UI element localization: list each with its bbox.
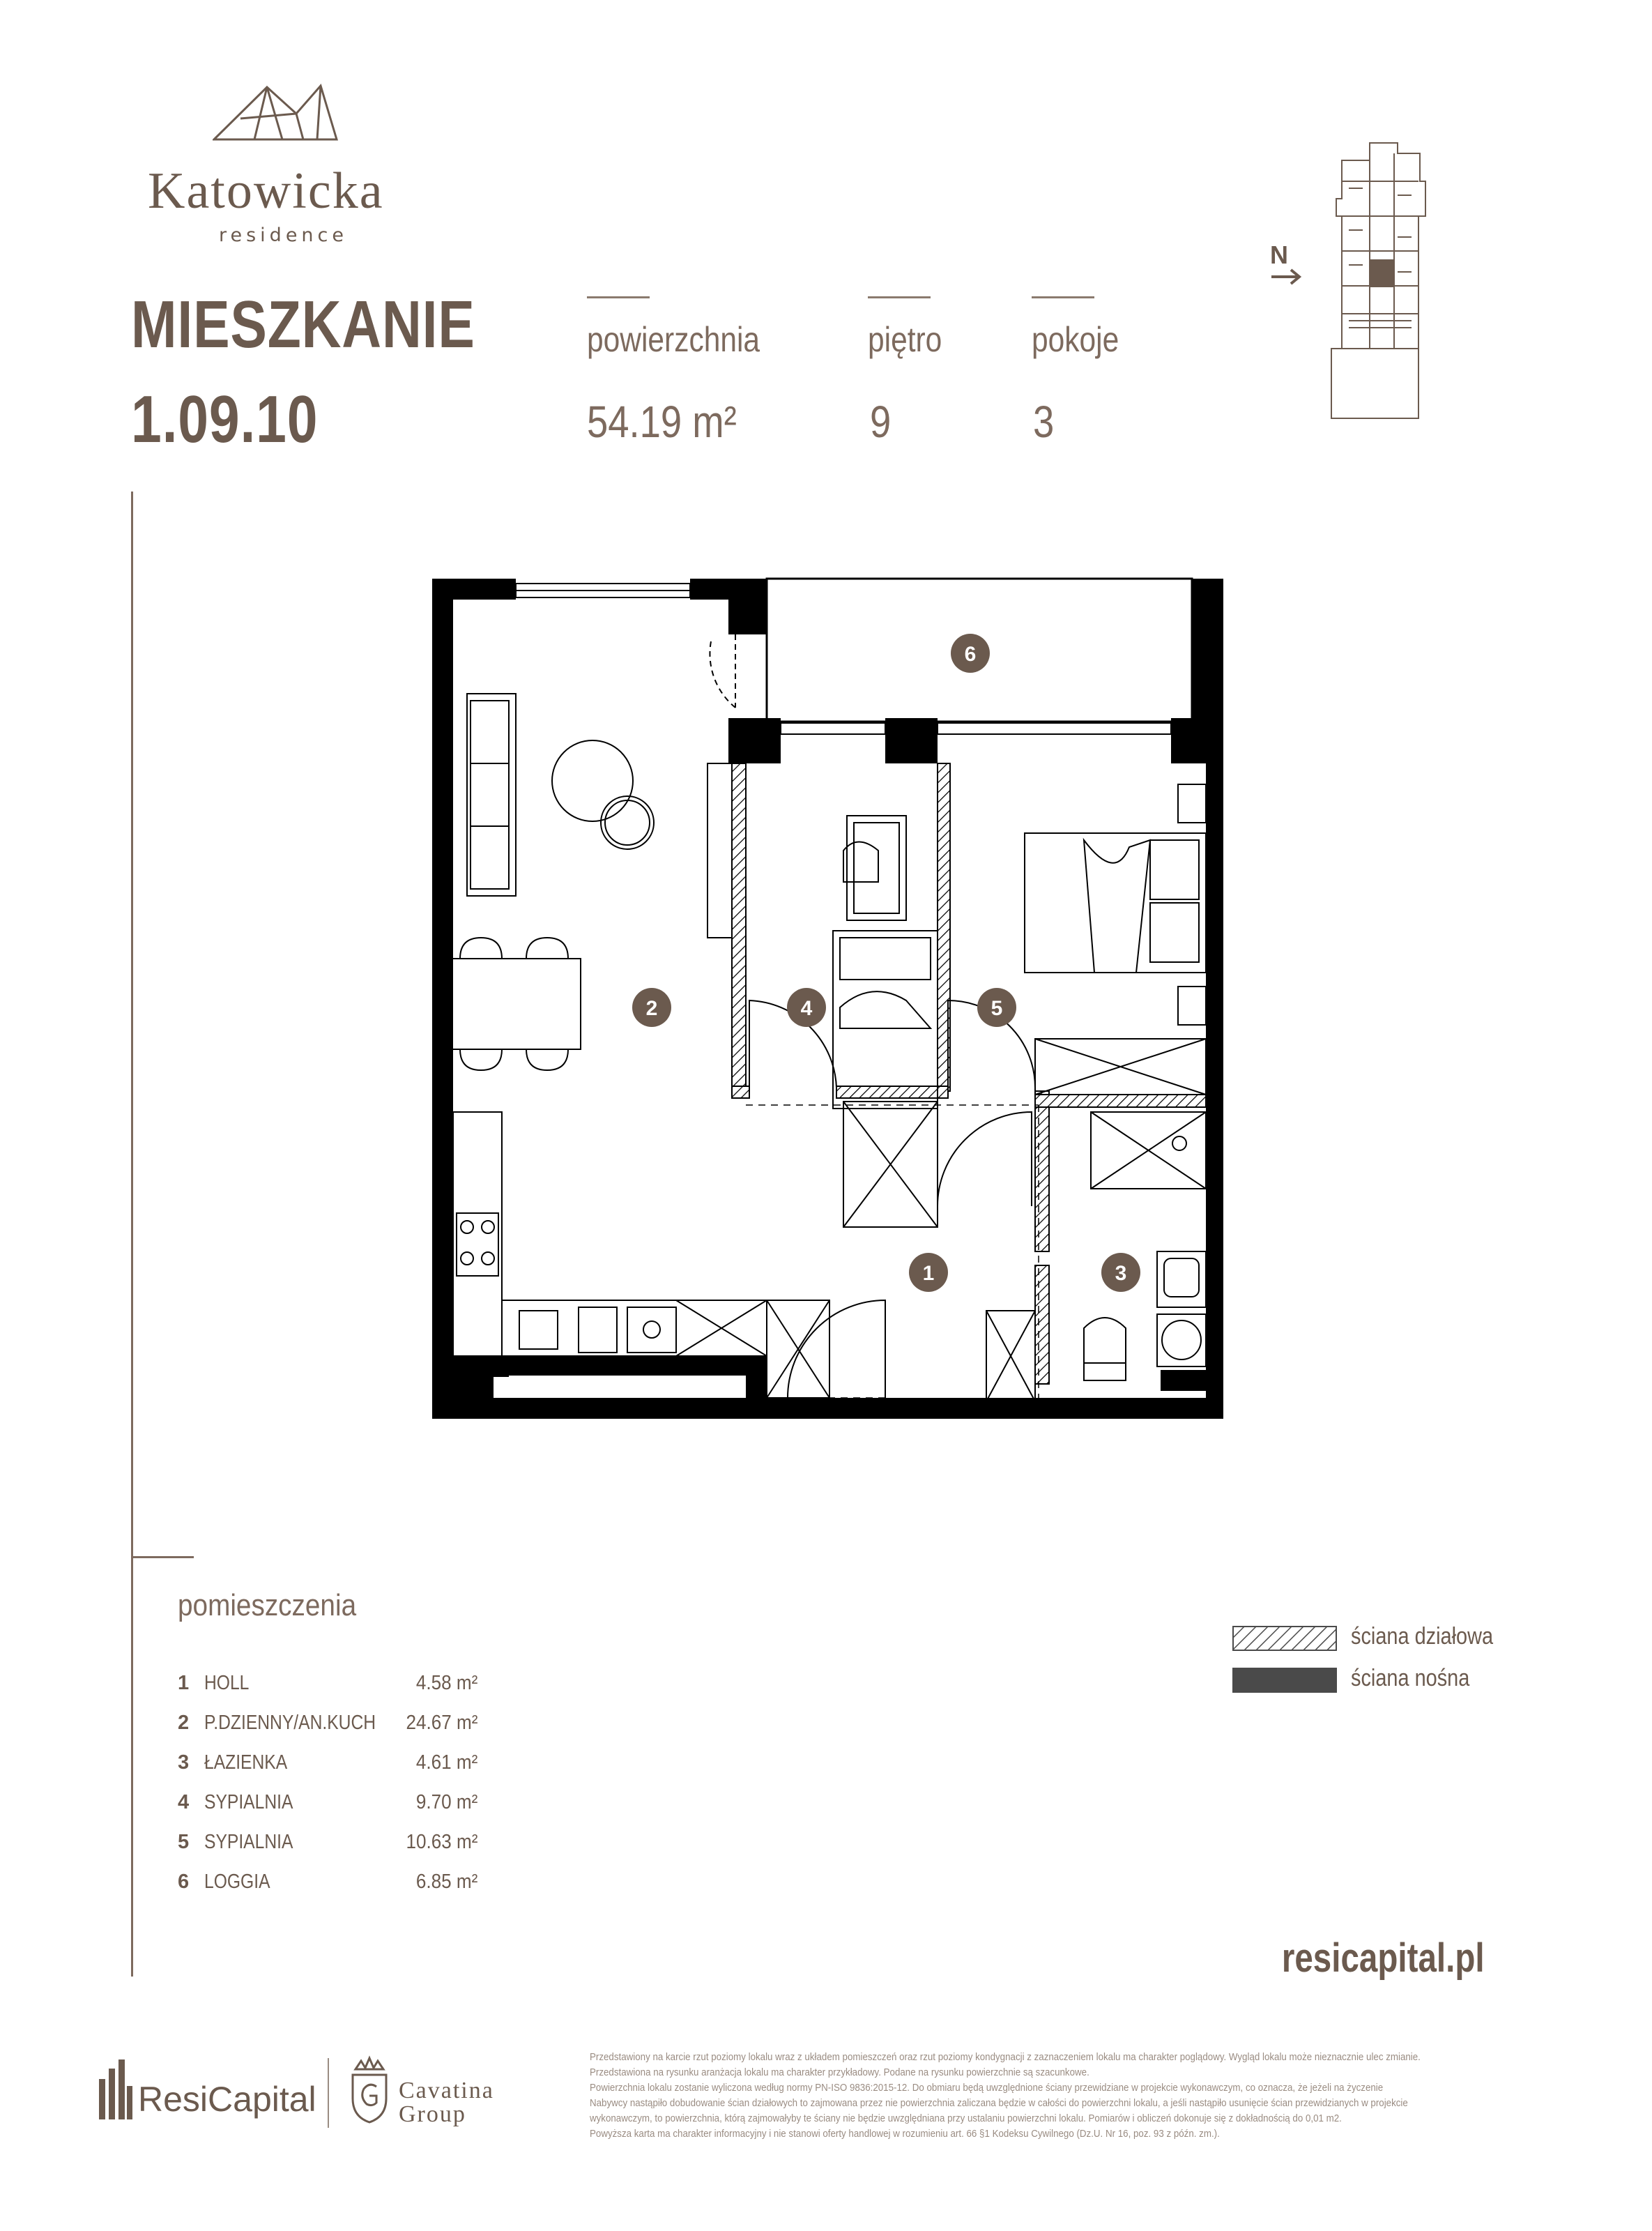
room-area: 10.63 m²	[405, 1831, 477, 1853]
room-area: 24.67 m²	[405, 1712, 477, 1734]
room-name: P.DZIENNY/AN.KUCH	[204, 1712, 376, 1734]
room-number: 1	[178, 1672, 190, 1694]
room-area: 6.85 m²	[415, 1871, 477, 1893]
svg-text:1: 1	[922, 1262, 935, 1285]
left-vertical-rule	[131, 492, 133, 1977]
north-label: N	[1270, 241, 1288, 269]
room-marker-5	[977, 988, 1016, 1027]
svg-text:4: 4	[800, 997, 813, 1020]
floor-plan	[425, 575, 1241, 1426]
north-arrow-icon	[1270, 266, 1305, 287]
room-name: LOGGIA	[204, 1871, 270, 1893]
room-row-2	[178, 1712, 512, 1739]
apartment-number: 1.09.10	[131, 382, 319, 457]
disclaimer-line-5: wykonawczym, to powierzchnia, którą zajmowałyby te ściany nie będzie uwzględniana przy ustalaniu powierzchni lokalu. Pomiarów i obliczeń dokonuje się z dokładnością do 0,01 m2.	[590, 2113, 1342, 2124]
bearing-walls	[432, 579, 1223, 1419]
room-marker-3	[1101, 1253, 1140, 1292]
room-area: 4.61 m²	[415, 1751, 477, 1774]
area-label: powierzchnia	[587, 320, 760, 359]
room-name: ŁAZIENKA	[204, 1751, 288, 1774]
disclaimer-line-6: Powyższa karta ma charakter informacyjny i nie stanowi oferty handlowej w rozumieniu art. 66 §1 Kodeksu Cywilnego (Dz.U. Nr 16, poz. 93 z późn. zm.).	[590, 2129, 1220, 2140]
room-number: 2	[178, 1712, 190, 1734]
disclaimer-line-4: Nabywcy nastąpiło dobudowanie ścian działowych to zajmowana przez nie powierzchnia zaliczana będzie w całości do powierzchni lokalu, a jeśli nastąpiło usunięcie ścian przewidzianych w projekcie	[590, 2098, 1408, 2109]
room-number: 6	[178, 1871, 190, 1893]
bearing-wall-legend-swatch	[1232, 1668, 1337, 1693]
logos-divider	[328, 2058, 329, 2128]
key-plan-icon	[1328, 139, 1432, 422]
room-name: SYPIALNIA	[204, 1831, 293, 1853]
disclaimer-line-2: Przedstawiona na rysunku aranżacja lokalu ma charakter przykładowy. Podane na rysunku powierzchnie są szacunkowe.	[590, 2067, 1089, 2078]
floor-value: 9	[870, 397, 892, 447]
room-number: 5	[178, 1831, 190, 1853]
room-row-5	[178, 1831, 512, 1859]
room-marker-6	[951, 634, 990, 673]
resicapital-logo-icon	[98, 2058, 134, 2121]
resicapital-logo-text: ResiCapital	[138, 2080, 316, 2119]
room-name: HOLL	[204, 1672, 250, 1694]
svg-text:2: 2	[645, 997, 658, 1020]
floor-divider	[868, 296, 931, 298]
room-row-1	[178, 1672, 512, 1700]
rooms-section-title: pomieszczenia	[178, 1588, 357, 1622]
svg-text:5: 5	[991, 997, 1003, 1020]
room-area: 4.58 m²	[415, 1672, 477, 1694]
room-name: SYPIALNIA	[204, 1791, 293, 1813]
disclaimer-line-1: Przedstawiony na karcie rzut poziomy lokalu wraz z układem pomieszczeń oraz rzut poziomy kondygnacji z zaznaczeniem lokalu ma charakter poglądowy. Wygląd lokalu może nieznacznie ulec zmianie.	[590, 2052, 1421, 2063]
area-value: 54.19 m²	[587, 397, 737, 447]
rooms-value: 3	[1033, 397, 1055, 447]
room-area: 9.70 m²	[415, 1791, 477, 1813]
cavatina-crest-icon	[349, 2055, 390, 2125]
partition-wall-legend-label: ściana działowa	[1351, 1623, 1494, 1650]
room-marker-1	[909, 1253, 948, 1292]
disclaimer-line-3: Powierzchnia lokalu zostanie wyliczona według normy PN-ISO 9836:2015-12. Do obmiaru będą uwzględnione ściany przewidziane w projekcie wykonawczym, co oznacza, że jeżeli na życzenie	[590, 2082, 1384, 2094]
rooms-divider	[1032, 296, 1094, 298]
legal-disclaimer	[590, 2050, 1652, 2142]
apartment-title: MIESZKANIE	[131, 287, 475, 362]
floor-label: piętro	[868, 320, 942, 359]
partition-wall-legend-swatch	[1232, 1626, 1337, 1651]
brand-subtitle: residence	[219, 224, 349, 246]
bearing-wall-legend-label: ściana nośna	[1351, 1665, 1470, 1691]
room-number: 4	[178, 1791, 190, 1813]
room-row-6	[178, 1871, 512, 1898]
room-row-3	[178, 1751, 512, 1779]
svg-text:3: 3	[1115, 1262, 1127, 1285]
cavatina-logo-line1: Cavatina	[399, 2078, 494, 2103]
room-marker-2	[632, 988, 671, 1027]
rooms-label: pokoje	[1032, 320, 1119, 359]
room-marker-4	[787, 988, 826, 1027]
svg-text:6: 6	[964, 643, 977, 666]
area-divider	[587, 296, 650, 298]
website-link[interactable]: resicapital.pl	[1282, 1935, 1485, 1981]
brand-name: Katowicka	[148, 162, 384, 220]
rooms-section-rule	[131, 1556, 194, 1558]
room-number: 3	[178, 1751, 190, 1774]
room-row-4	[178, 1791, 512, 1819]
cavatina-logo-line2: Group	[399, 2101, 466, 2127]
katowicka-mountain-logo-icon	[213, 80, 338, 143]
